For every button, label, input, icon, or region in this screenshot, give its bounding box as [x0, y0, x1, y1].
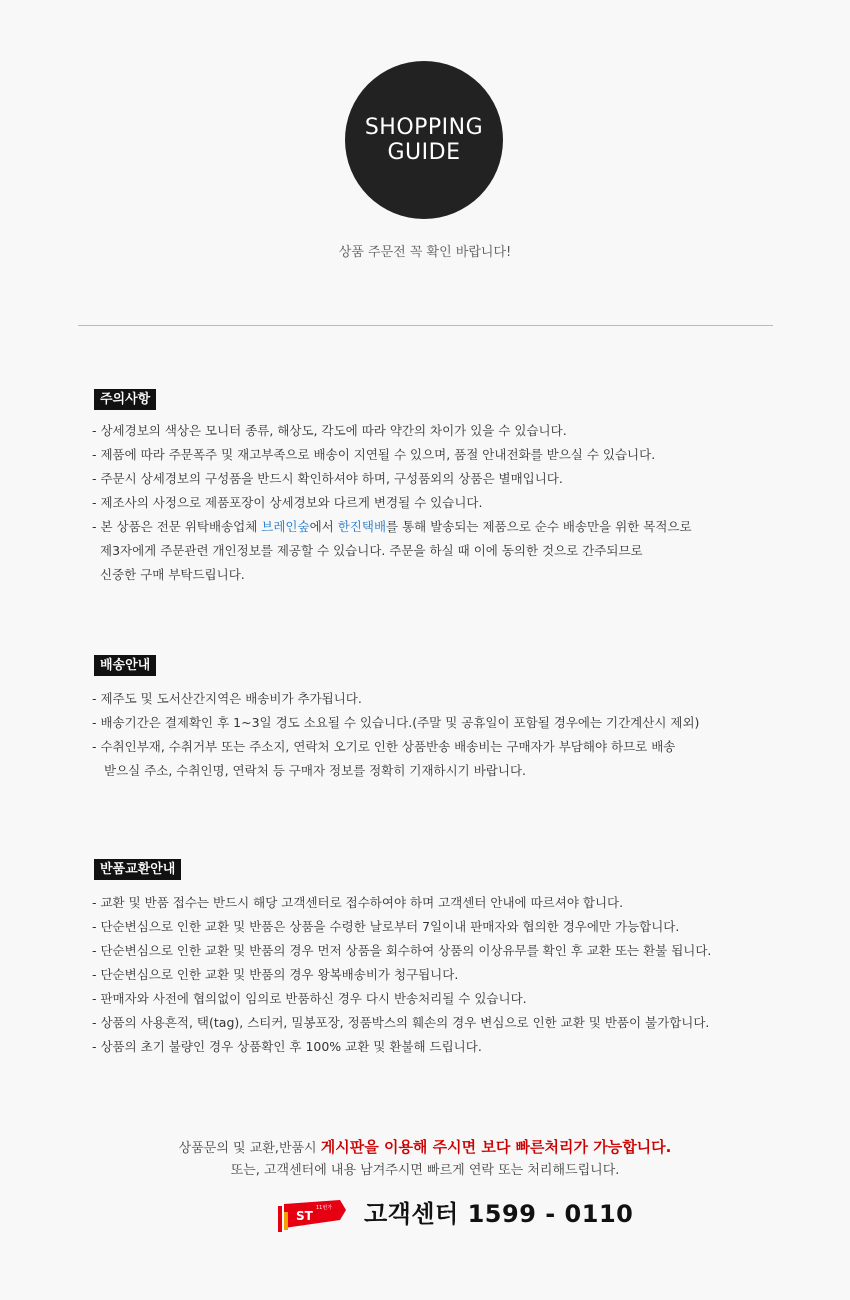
list-item: - 판매자와 사전에 협의없이 임의로 반품하신 경우 다시 반송처리될 수 있습니다. [92, 991, 527, 1006]
list-item-continuation: 신중한 구매 부탁드립니다. [100, 567, 245, 582]
footer-notice-text: 상품문의 및 교환,반품시 [178, 1141, 321, 1156]
page-subtitle: 상품 주문전 꼭 확인 바랍니다! [338, 245, 512, 260]
list-item-continuation: 제3자에게 주문관련 개인정보를 제공할 수 있습니다. 주문을 하실 때 이에 동의한 것으로 간주되므로 [100, 543, 643, 558]
list-item: - 단순변심으로 인한 교환 및 반품의 경우 왕복배송비가 청구됩니다. [92, 967, 459, 982]
footer-notice-secondary: 또는, 고객센터에 내용 남겨주시면 빠르게 연락 또는 처리해드립니다. [230, 1163, 620, 1178]
list-item-continuation: 받으실 주소, 수취인명, 연락처 등 구매자 정보를 정확히 기재하시기 바랍니다. [104, 763, 527, 778]
customer-center-phone: 고객센터 1599 - 0110 [364, 1200, 634, 1228]
delivery-company-name: 한진택배 [337, 519, 387, 534]
footer-notice [0, 1136, 850, 1157]
returns-list [92, 891, 711, 1059]
11st-logo [278, 1198, 350, 1234]
list-item [92, 515, 692, 539]
shopping-guide-logo [345, 61, 503, 219]
list-item: - 제품에 따라 주문폭주 및 재고부족으로 배송이 지연될 수 있으며, 품절 안내전화를 받으실 수 있습니다. [92, 447, 656, 462]
list-item: - 상품의 사용흔적, 택(tag), 스티커, 밀봉포장, 정품박스의 훼손의 경우 변심으로 인한 교환 및 반품이 불가합니다. [92, 1015, 710, 1030]
list-item: - 수취인부재, 수취거부 또는 주소지, 연락처 오기로 인한 상품반송 배송비는 구매자가 부담해야 하므로 배송 [92, 739, 676, 754]
list-item: - 주문시 상세경보의 구성품을 반드시 확인하셔야 하며, 구성품외의 상품은 별매입니다. [92, 471, 563, 486]
list-item-text: 를 통해 발송되는 제품으로 순수 배송만을 위한 목적으로 [386, 519, 692, 534]
logo-line2: GUIDE [387, 140, 461, 165]
section-title-returns: 반품교환안내 [94, 859, 181, 880]
footer-notice-emphasis: 게시판을 이용해 주시면 보다 빠른처리가 가능합니다. [320, 1138, 672, 1156]
11st-logo-small-text: 11번가 [316, 1205, 333, 1211]
section-title-caution: 주의사항 [94, 389, 156, 410]
header-divider [78, 325, 773, 326]
list-item-text: - 본 상품은 전문 위탁배송업체 [92, 519, 262, 534]
list-item: - 교환 및 반품 접수는 반드시 해당 고객센터로 접수하여야 하며 고객센터 안내에 따르셔야 합니다. [92, 895, 624, 910]
section-title-shipping: 배송안내 [94, 655, 156, 676]
11st-logo-text: ST [296, 1209, 313, 1223]
list-item: - 배송기간은 결제확인 후 1~3일 경도 소요될 수 있습니다.(주말 및 공휴일이 포함될 경우에는 기간계산시 제외) [92, 715, 700, 730]
list-item: - 제조사의 사정으로 제품포장이 상세경보와 다르게 변경될 수 있습니다. [92, 495, 483, 510]
courier-company-name: 브레인숲 [261, 519, 310, 534]
list-item: - 상품의 초기 불량인 경우 상품확인 후 100% 교환 및 환불해 드립니다. [92, 1039, 482, 1054]
logo-line1: SHOPPING [364, 115, 484, 140]
shipping-list [92, 687, 699, 783]
caution-list [92, 419, 692, 587]
list-item: - 단순변심으로 인한 교환 및 반품의 경우 먼저 상품을 회수하여 상품의 이상유무를 확인 후 교환 또는 환불 됩니다. [92, 943, 712, 958]
list-item: - 단순변심으로 인한 교환 및 반품은 상품을 수령한 날로부터 7일이내 판매자와 협의한 경우에만 가능합니다. [92, 919, 680, 934]
list-item-text: 에서 [309, 519, 338, 534]
list-item: - 제주도 및 도서산간지역은 배송비가 추가됩니다. [92, 691, 362, 706]
list-item: - 상세경보의 색상은 모니터 종류, 해상도, 각도에 따라 약간의 차이가 있을 수 있습니다. [92, 423, 567, 438]
